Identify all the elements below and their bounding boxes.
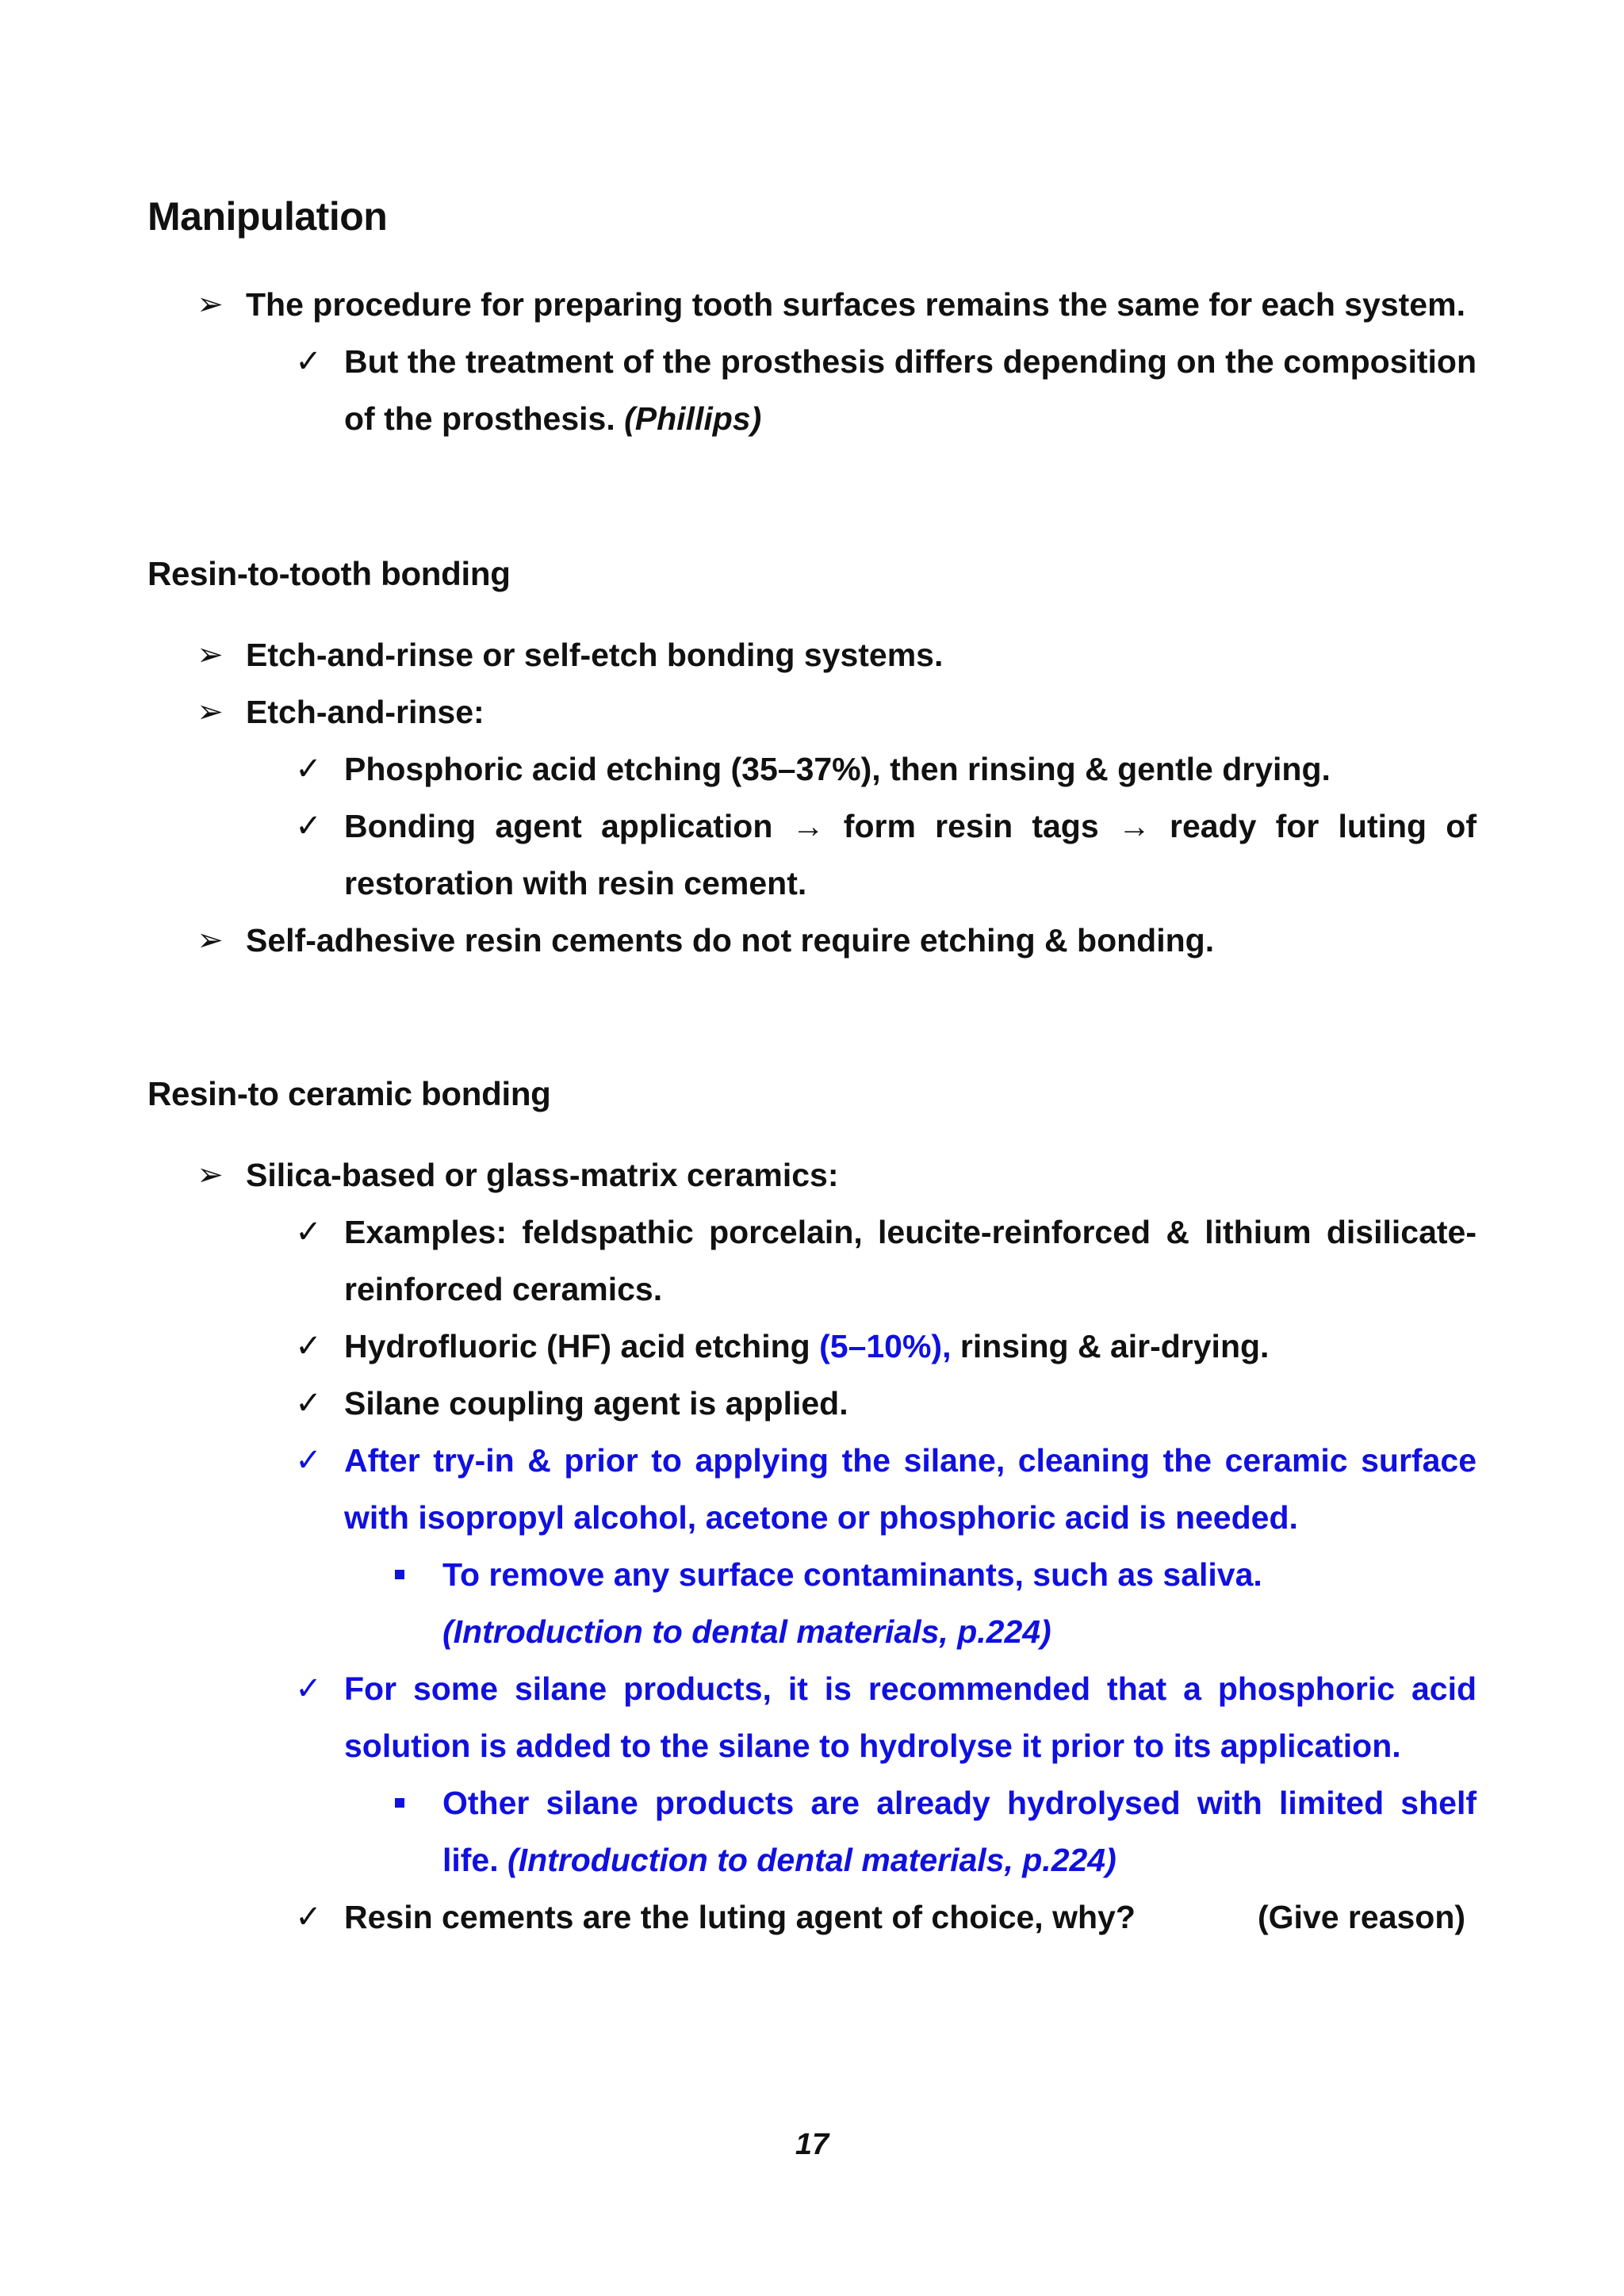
tooth-bullet-3: Self-adhesive resin cements do not require etching & bonding.	[246, 922, 1215, 959]
ceramic-bullet-1: Silica-based or glass-matrix ceramics:	[246, 1157, 839, 1193]
give-reason-tag: (Give reason)	[1258, 1899, 1466, 1935]
ceramic-check-6: Resin cements are the luting agent of choice, why?	[344, 1899, 1136, 1935]
ceramic-check-1-line-2: reinforced ceramics.	[344, 1271, 663, 1307]
check-icon: ✓	[295, 809, 322, 844]
check-icon: ✓	[295, 1215, 322, 1249]
tooth-check-2-line-1: Bonding agent application → form resin tags → ready for luting of	[344, 808, 1477, 844]
check-icon: ✓	[295, 1900, 322, 1934]
arrow-bullet-icon: ➢	[197, 287, 224, 322]
tooth-bullet-1: Etch-and-rinse or self-etch bonding systems.	[246, 637, 944, 673]
check-icon: ✓	[295, 1386, 322, 1421]
citation-intro-dental-materials: (Introduction to dental materials, p.224)	[442, 1613, 1051, 1650]
tooth-check-1: Phosphoric acid etching (35–37%), then rinsing & gentle drying.	[344, 751, 1331, 787]
ceramic-check-5-line-1: For some silane products, it is recommended that a phosphoric acid	[344, 1670, 1477, 1707]
square-bullet-icon	[395, 1570, 404, 1579]
ceramic-check-2	[344, 1326, 1269, 1367]
ceramic-check-3: Silane coupling agent is applied.	[344, 1385, 848, 1422]
manipulation-bullet-1: The procedure for preparing tooth surfaces remains the same for each system.	[246, 286, 1465, 323]
arrow-bullet-icon: ➢	[197, 1158, 224, 1192]
page-number: 17	[795, 2128, 829, 2161]
ceramic-sub-2-line-1: Other silane products are already hydrolysed with limited shelf	[442, 1785, 1477, 1821]
heading-resin-to-ceramic: Resin-to ceramic bonding	[147, 1075, 551, 1112]
tooth-bullet-2: Etch-and-rinse:	[246, 694, 485, 730]
check-icon: ✓	[295, 1443, 322, 1478]
ceramic-check-2-text-a: Hydrofluoric (HF) acid etching	[344, 1328, 810, 1364]
ceramic-check-1-line-1: Examples: feldspathic porcelain, leucite-reinforced & lithium disilicate-	[344, 1214, 1477, 1250]
check-icon: ✓	[295, 1329, 322, 1364]
heading-resin-to-tooth: Resin-to-tooth bonding	[147, 555, 511, 592]
check-icon: ✓	[295, 752, 322, 786]
check-icon: ✓	[295, 344, 322, 379]
check-icon: ✓	[295, 1671, 322, 1706]
ceramic-check-4-line-2: with isopropyl alcohol, acetone or phosphoric acid is needed.	[344, 1499, 1298, 1536]
citation-intro-dental-materials: (Introduction to dental materials, p.224)	[508, 1842, 1116, 1878]
manipulation-check-1-text: of the prosthesis.	[344, 400, 615, 437]
arrow-bullet-icon: ➢	[197, 695, 224, 729]
ceramic-check-5-line-2: solution is added to the silane to hydrolyse it prior to its application.	[344, 1728, 1401, 1764]
tooth-check-2-line-2: restoration with resin cement.	[344, 865, 807, 901]
ceramic-check-2-text-c: rinsing & air-drying.	[959, 1328, 1270, 1364]
ceramic-check-2-concentration: (5–10%),	[819, 1328, 952, 1364]
manipulation-check-1-line-1: But the treatment of the prosthesis differs depending on the composition	[344, 343, 1477, 380]
ceramic-sub-2-line-2	[442, 1839, 1116, 1881]
manipulation-check-1-line-2	[344, 398, 761, 439]
citation-phillips: (Phillips)	[624, 400, 762, 437]
heading-manipulation: Manipulation	[147, 194, 388, 239]
ceramic-sub-2-text: life.	[442, 1842, 499, 1878]
ceramic-check-4-line-1: After try-in & prior to applying the silane, cleaning the ceramic surface	[344, 1442, 1477, 1479]
arrow-bullet-icon: ➢	[197, 637, 224, 672]
arrow-bullet-icon: ➢	[197, 923, 224, 958]
square-bullet-icon	[395, 1798, 404, 1808]
ceramic-sub-1: To remove any surface contaminants, such as saliva.	[442, 1556, 1262, 1593]
